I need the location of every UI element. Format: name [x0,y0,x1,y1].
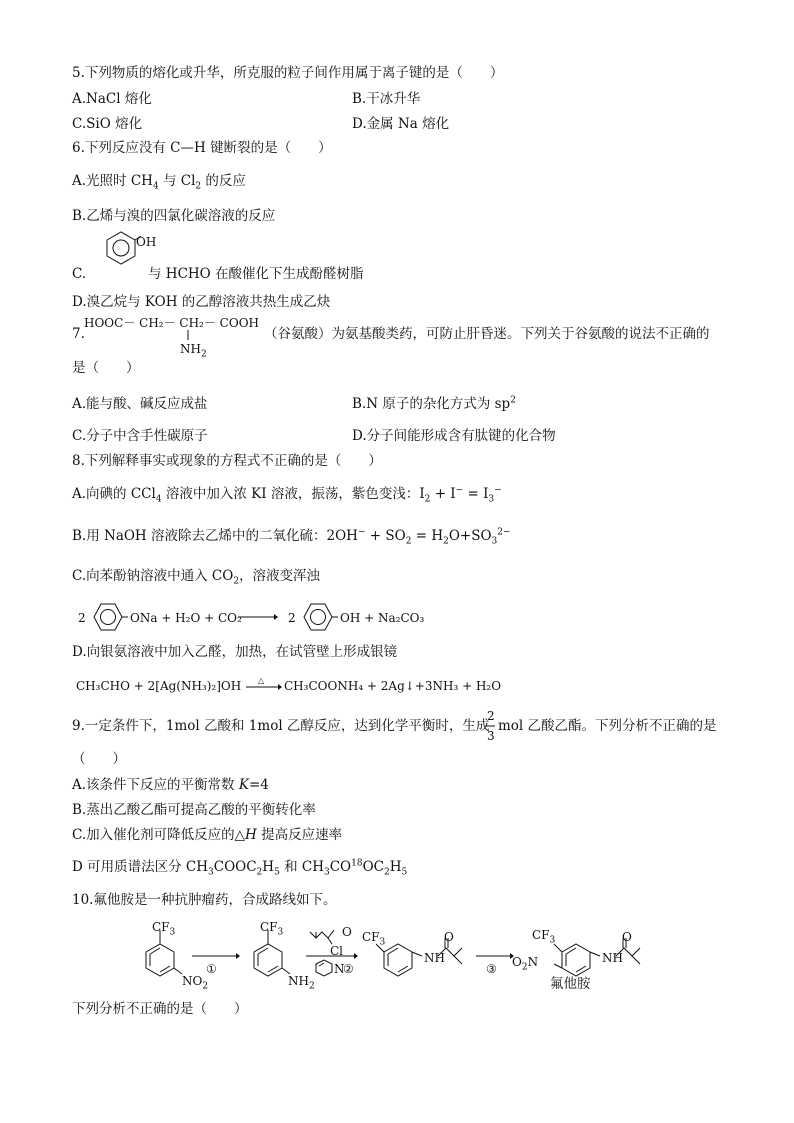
q7-option-c: C.分子中含手性碳原子 [72,428,208,444]
eq-c-coef-left: 2 [78,611,86,625]
q9-option-b: B.蒸出乙酸乙酯可提高乙酸的平衡转化率 [72,802,316,818]
eq-d-heat-symbol: △ [258,676,265,685]
q6-stem: 6.下列反应没有 C—H 键断裂的是（ ） [72,140,332,156]
flutamide-nh: NH [602,951,623,965]
q8-option-b: B.用 NaOH 溶液除去乙烯中的二氧化硫：$2OH^- + SO_2 = H_2O+SO_3^{2-}$ [72,527,511,547]
q8-stem: 8.下列解释事实或现象的方程式不正确的是（ ） [72,453,382,469]
q7-option-a: A.能与酸、碱反应成盐 [72,396,208,412]
cmpd3-nh: NH [424,951,445,965]
flutamide-o: O [622,930,632,944]
q5-option-a: A.NaCl 熔化 [72,91,152,107]
q7-option-b: B.N 原子的杂化方式为 $sp^2$ [352,395,516,412]
q6-option-d: D.溴乙烷与 KOH 的乙醇溶液共热生成乙炔 [72,294,331,310]
q10-tail: 下列分析不正确的是（ ） [72,1001,248,1017]
cmpd3-o: O [444,930,454,944]
q9-fraction-denominator: 3 [487,729,495,743]
q6-option-c-label: C. [72,266,87,282]
q10-stem: 10.氟他胺是一种抗肿瘤药，合成路线如下。 [72,892,337,908]
q8-option-a: A.向碘的 CCl$_4$ 溶液中加入浓 KI 溶液，振荡，紫色变浅：$I_2 + I^- = I_3^-$ [72,485,502,505]
q8-option-d: D.向银氨溶液中加入乙醛，加热，在试管壁上形成银镜 [72,644,398,660]
q7-stem-line2: 是（ ） [72,360,140,376]
eq-d-reactants: CH₃CHO + 2[Ag(NH₃)₂]OH [76,679,242,693]
q6-option-a: A.光照时 $CH_4$ 与 $Cl_2$ 的反应 [72,173,246,192]
q9-fraction-numerator: 2 [487,709,495,723]
flutamide-no2: $O_2N$ [512,955,539,973]
benzene-ring-left [88,598,128,636]
q5-option-d: D.金属 Na 熔化 [352,116,450,132]
q9-stem-line2: （ ） [72,751,126,767]
flutamide-name: 氟他胺 [550,976,591,992]
flutamide-cf3: $CF_3$ [532,928,556,946]
benzene-ring-right [298,598,338,636]
q9-stem: 9.一定条件下，1mol 乙酸和 1mol 乙醇反应，达到化学平衡时，生成 [72,718,490,734]
q7-number: 7. [72,326,85,342]
acyl-chloride-o: O [342,925,352,939]
q7-option-d: D.分子间能形成含有肽键的化合物 [352,428,556,444]
eq-c-products: OH + Na₂CO₃ [340,611,425,625]
q5-stem: 5.下列物质的熔化或升华，所克服的粒子间作用属于离子键的是（ ） [72,65,504,81]
glutamic-acid-nh2: $NH_2$ [180,342,207,360]
cmpd1-no2: $NO_2$ [182,974,209,992]
phenol-oh-label: OH [136,235,157,249]
q6-option-c-text: 与 HCHO 在酸催化下生成酚醛树脂 [148,266,364,282]
glutamic-acid-formula: HOOC－ CH₂－ CH₂－ COOH [84,316,260,330]
q8-option-c: C.向苯酚钠溶液中通入 $CO_2$，溶液变浑浊 [72,568,321,587]
q5-option-b: B.干冰升华 [352,91,421,107]
q6-option-b: B.乙烯与溴的四氯化碳溶液的反应 [72,208,276,224]
pyridine-n: N [334,962,345,976]
reaction-arrow-c [238,612,278,622]
q9-stem-post: mol 乙酸乙酯。下列分析不正确的是 [498,718,717,734]
cmpd1-cf3: $CF_3$ [152,920,176,938]
eq-c-coef-right: 2 [288,611,296,625]
q5-option-c: C.SiO 熔化 [72,116,143,132]
q9-option-c: C.加入催化剂可降低反应的△H 提高反应速率 [72,827,343,843]
step3-label: ③ [486,962,497,976]
eq-d-products: CH₃COONH₄ + 2Ag↓+3NH₃ + H₂O [284,679,502,693]
step1-label: ① [206,962,217,976]
cmpd2-nh2: $NH_2$ [288,974,315,992]
q9-option-d: D 可用质谱法区分 $CH_3COOC_2H_5$ 和 $CH_3CO^{18}OC_2H_5$ [72,858,408,878]
q7-stem: （谷氨酸）为氨基酸类药，可防止肝昏迷。下列关于谷氨酸的说法不正确的 [264,326,710,342]
cmpd2-cf3: $CF_3$ [260,920,284,938]
eq-c-reactants: ONa + H₂O + CO₂ [130,611,242,625]
acyl-chloride-cl: Cl [330,944,344,958]
q9-option-a: A.该条件下反应的平衡常数 K=4 [72,777,269,793]
glutamic-acid-bond [186,330,190,342]
step2-label: ② [343,962,354,976]
cmpd3-cf3: $CF_3$ [362,930,386,948]
